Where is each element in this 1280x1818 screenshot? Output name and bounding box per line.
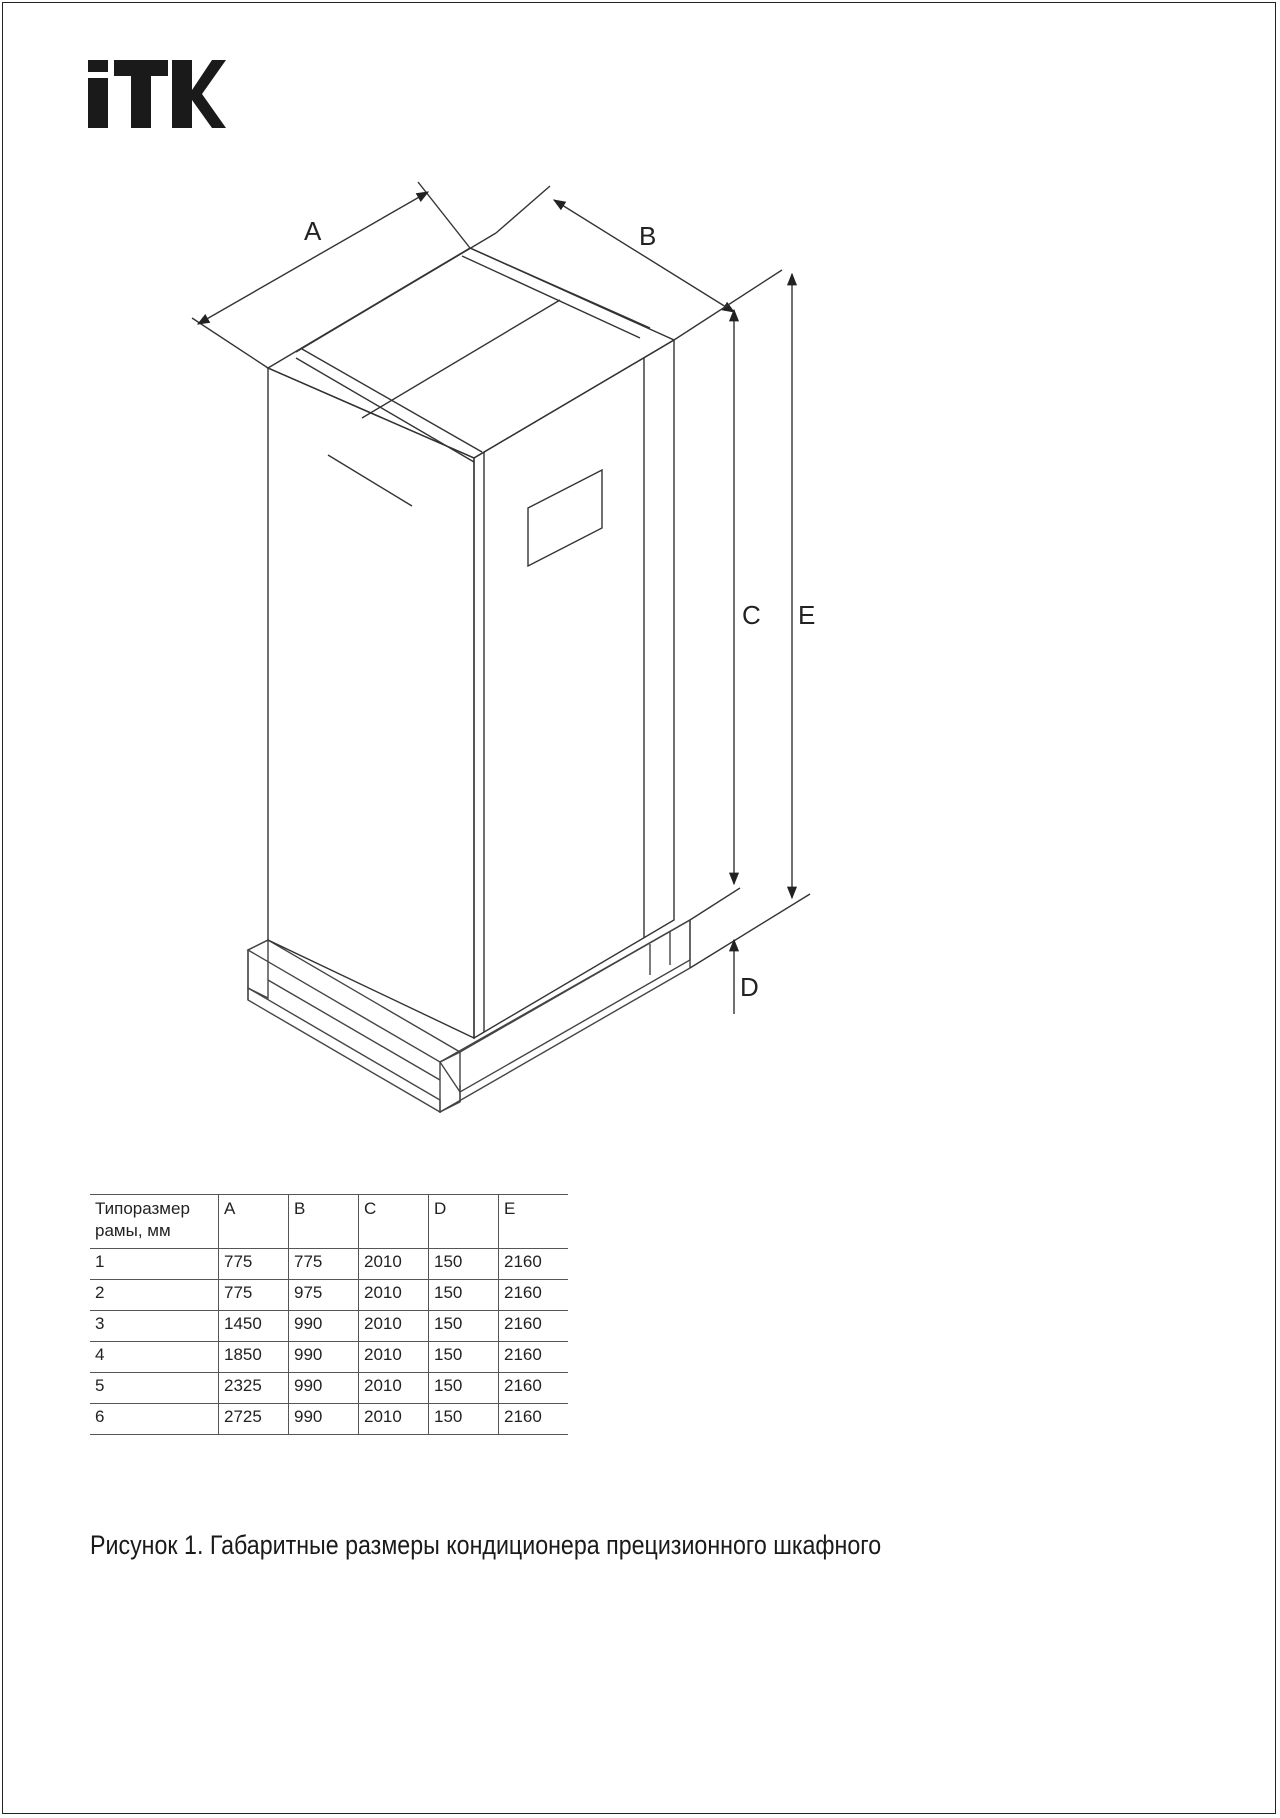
- label-b: B: [639, 221, 657, 251]
- table-row: [90, 1311, 568, 1342]
- table-row: [90, 1280, 568, 1311]
- cell: 990: [289, 1311, 359, 1342]
- label-d: D: [740, 972, 759, 1002]
- pallet: [248, 920, 690, 1112]
- cell: 990: [289, 1373, 359, 1404]
- table-header-row: [90, 1195, 568, 1249]
- cell: 5: [90, 1373, 219, 1404]
- cell: 775: [289, 1249, 359, 1280]
- cell: 4: [90, 1342, 219, 1373]
- cell: 2160: [499, 1280, 569, 1311]
- cell: 1: [90, 1249, 219, 1280]
- cell: 2010: [359, 1342, 429, 1373]
- header-e: E: [499, 1195, 569, 1249]
- figure-caption: Рисунок 1. Габаритные размеры кондиционера прецизионного шкафного: [90, 1530, 882, 1560]
- cell: 2160: [499, 1311, 569, 1342]
- cell: 990: [289, 1404, 359, 1435]
- cell: 975: [289, 1280, 359, 1311]
- cell: 2725: [219, 1404, 289, 1435]
- cell: 2160: [499, 1342, 569, 1373]
- cell: 2010: [359, 1404, 429, 1435]
- frame-size-table: [90, 1194, 568, 1435]
- table-row: [90, 1404, 568, 1435]
- table-row: [90, 1342, 568, 1373]
- header-d: D: [429, 1195, 499, 1249]
- cell: 775: [219, 1249, 289, 1280]
- cell: 150: [429, 1311, 499, 1342]
- label-e: E: [798, 600, 816, 630]
- header-a: A: [219, 1195, 289, 1249]
- cell: 1450: [219, 1311, 289, 1342]
- dimension-a: [192, 182, 470, 368]
- cell: 2325: [219, 1373, 289, 1404]
- dimension-c: [690, 310, 740, 920]
- cell: 150: [429, 1404, 499, 1435]
- header-b: B: [289, 1195, 359, 1249]
- cell: 2160: [499, 1404, 569, 1435]
- label-c: C: [742, 600, 761, 630]
- cell: 150: [429, 1249, 499, 1280]
- cell: 2010: [359, 1249, 429, 1280]
- label-a: A: [304, 216, 322, 246]
- cell: 3: [90, 1311, 219, 1342]
- table-row: [90, 1373, 568, 1404]
- cabinet-box: [268, 233, 674, 1038]
- cell: 2160: [499, 1249, 569, 1280]
- header-frame-size: Типоразмер рамы, мм: [90, 1195, 219, 1249]
- table-row: [90, 1249, 568, 1280]
- header-c: C: [359, 1195, 429, 1249]
- cell: 775: [219, 1280, 289, 1311]
- cell: 150: [429, 1280, 499, 1311]
- cell: 990: [289, 1342, 359, 1373]
- cell: 2160: [499, 1373, 569, 1404]
- cell: 1850: [219, 1342, 289, 1373]
- dimension-b: [496, 186, 782, 340]
- cell: 2010: [359, 1280, 429, 1311]
- cell: 2: [90, 1280, 219, 1311]
- cell: 150: [429, 1373, 499, 1404]
- cell: 2010: [359, 1373, 429, 1404]
- cell: 150: [429, 1342, 499, 1373]
- cell: 6: [90, 1404, 219, 1435]
- cell: 2010: [359, 1311, 429, 1342]
